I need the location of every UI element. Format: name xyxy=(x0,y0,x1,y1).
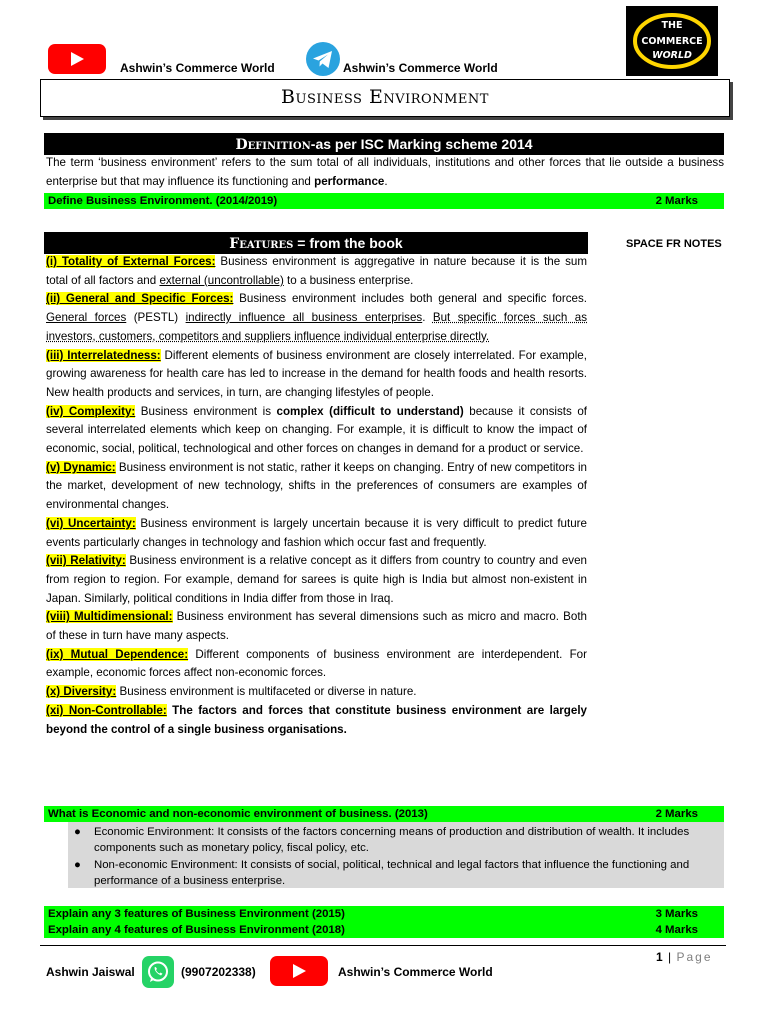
feature-item: (vi) Uncertainty: Business environment is largely uncertain because it is very difficult to predict future events particularly changes in technology and fashion which occur fast and frequently. xyxy=(46,516,587,549)
feature-label: (ix) Mutual Dependence: xyxy=(46,647,189,661)
footer-phone: (9907202338) xyxy=(181,965,256,979)
footer-divider xyxy=(40,945,726,946)
notes-label: SPACE FR NOTES xyxy=(626,238,722,250)
feature-label: (vi) Uncertainty: xyxy=(46,516,136,530)
title-box xyxy=(40,79,730,117)
definition-heading-rest: -as per ISC Marking scheme 2014 xyxy=(310,136,533,152)
commerce-world-logo xyxy=(626,6,718,76)
feature-label: (viii) Multidimensional: xyxy=(46,610,173,624)
feature-label: (xi) Non-Controllable: xyxy=(46,703,167,717)
definition-heading-main: Definition xyxy=(235,137,311,153)
question-text: Define Business Environment. (2014/2019) xyxy=(48,195,278,207)
feature-label: (v) Dynamic: xyxy=(46,460,116,474)
footer xyxy=(46,960,726,990)
question-marks: 2 Marks xyxy=(655,195,698,207)
question-text: Explain any 4 features of Business Environment (2018) xyxy=(48,924,345,936)
economic-answer-box xyxy=(68,822,724,888)
features-list xyxy=(46,253,587,739)
question-marks: 3 Marks xyxy=(655,908,698,920)
definition-text-bold: performance xyxy=(314,174,385,188)
feature-label: (x) Diversity: xyxy=(46,685,117,699)
question-text: Explain any 3 features of Business Environment (2015) xyxy=(48,908,345,920)
feature-item: (ii) General and Specific Forces: Business environment includes both general and specific forces. General forces (PESTL) indirectly influence all business enterprises. But specific forces such as investors, customers, competitors and suppliers influence individual enterprise directly. xyxy=(46,292,587,343)
feature-item: (xi) Non-Controllable: The factors and forces that constitute business environment are largely beyond the control of a single business organisations. xyxy=(46,703,587,736)
feature-label: (vii) Relativity: xyxy=(46,554,126,568)
youtube-icon[interactable] xyxy=(48,44,106,74)
logo-line-3: WORLD xyxy=(652,50,692,61)
question-text: What is Economic and non-economic environment of business. (2013) xyxy=(48,808,428,820)
features-heading xyxy=(44,232,588,254)
feature-item: (vii) Relativity: Business environment is a relative concept as it differs from country to country and even from region to region. For example, demand for sarees is quite high is India but almost non-existent in Japan. Similarly, political conditions in India differ from those in Iraq. xyxy=(46,554,587,605)
page-number-value: 1 xyxy=(656,950,663,964)
list-item: ● Non-economic Environment: It consists of social, political, technical and legal factors that influence the functioning and performance of a business enterprise. xyxy=(74,858,690,888)
definition-text-body: The term ‘business environment’ refers to the sum total of all individuals, institutions and other forces that lie outside a business enterprise but that may influence its functioning and xyxy=(46,156,724,188)
question-three-features xyxy=(44,906,724,922)
feature-item: (viii) Multidimensional: Business environment has several dimensions such as micro and macro. Both of these in turn have many aspects. xyxy=(46,610,587,643)
logo-line-1: THE xyxy=(661,20,683,31)
feature-label: (i) Totality of External Forces: xyxy=(46,255,216,268)
question-marks: 4 Marks xyxy=(655,924,698,936)
page-separator: | xyxy=(668,950,672,964)
features-heading-main: Features xyxy=(229,236,294,252)
feature-item: (i) Totality of External Forces: Business environment is aggregative in nature because it is the sum total of all factors and external (uncontrollable) to a business enterprise. xyxy=(46,255,587,287)
telegram-channel-name: Ashwin’s Commerce World xyxy=(343,61,498,75)
bullet-icon: ● xyxy=(74,826,81,838)
telegram-icon[interactable] xyxy=(306,42,340,76)
page-title: Business Environment xyxy=(281,86,489,108)
whatsapp-icon[interactable] xyxy=(142,956,174,988)
page-word: Page xyxy=(676,950,713,964)
list-item: ● Economic Environment: It consists of the factors concerning means of production and distribution of wealth. It includes components such as monetary policy, fiscal policy, etc. xyxy=(74,826,690,855)
youtube-icon[interactable] xyxy=(270,956,328,986)
feature-item: (iv) Complexity: Business environment is complex (difficult to understand) because it consists of several interrelated elements which keep on changing. For example, it is difficult to know the impact of economic, social, political, technological and other forces on changes in demand for a product or service. xyxy=(46,404,587,456)
question-four-features xyxy=(44,922,724,938)
logo-line-2: COMMERCE xyxy=(641,36,703,47)
youtube-channel-name: Ashwin’s Commerce World xyxy=(120,61,275,75)
feature-item: (ix) Mutual Dependence: Different components of business environment are interdependent. For example, economic forces affect non-economic forces. xyxy=(46,647,587,680)
question-economic xyxy=(44,806,724,822)
bullet-icon: ● xyxy=(74,858,81,871)
feature-item: (v) Dynamic: Business environment is not static, rather it keeps on changing. Entry of new competitors in the market, development of new technology, shifts in the preferences of consumers are examples of environmental changes. xyxy=(46,460,587,512)
footer-name: Ashwin Jaiswal xyxy=(46,965,135,979)
footer-channel: Ashwin’s Commerce World xyxy=(338,965,493,979)
question-define xyxy=(44,193,724,209)
feature-label: (iv) Complexity: xyxy=(46,404,136,418)
features-heading-rest: = from the book xyxy=(293,235,403,251)
feature-item: (iii) Interrelatedness: Different elements of business environment are closely interrelated. For example, growing awareness for health care has led to increase in the demand for health foods and health resorts. New health products and services, in turn, are changing lifestyles of people. xyxy=(46,348,587,399)
definition-text xyxy=(46,154,724,191)
feature-item: (x) Diversity: Business environment is multifaceted or diverse in nature. xyxy=(46,685,417,699)
feature-label: (iii) Interrelatedness: xyxy=(46,348,161,362)
definition-heading xyxy=(44,133,724,155)
question-marks: 2 Marks xyxy=(655,808,698,820)
feature-label: (ii) General and Specific Forces: xyxy=(46,292,234,306)
definition-text-end: . xyxy=(384,174,388,188)
